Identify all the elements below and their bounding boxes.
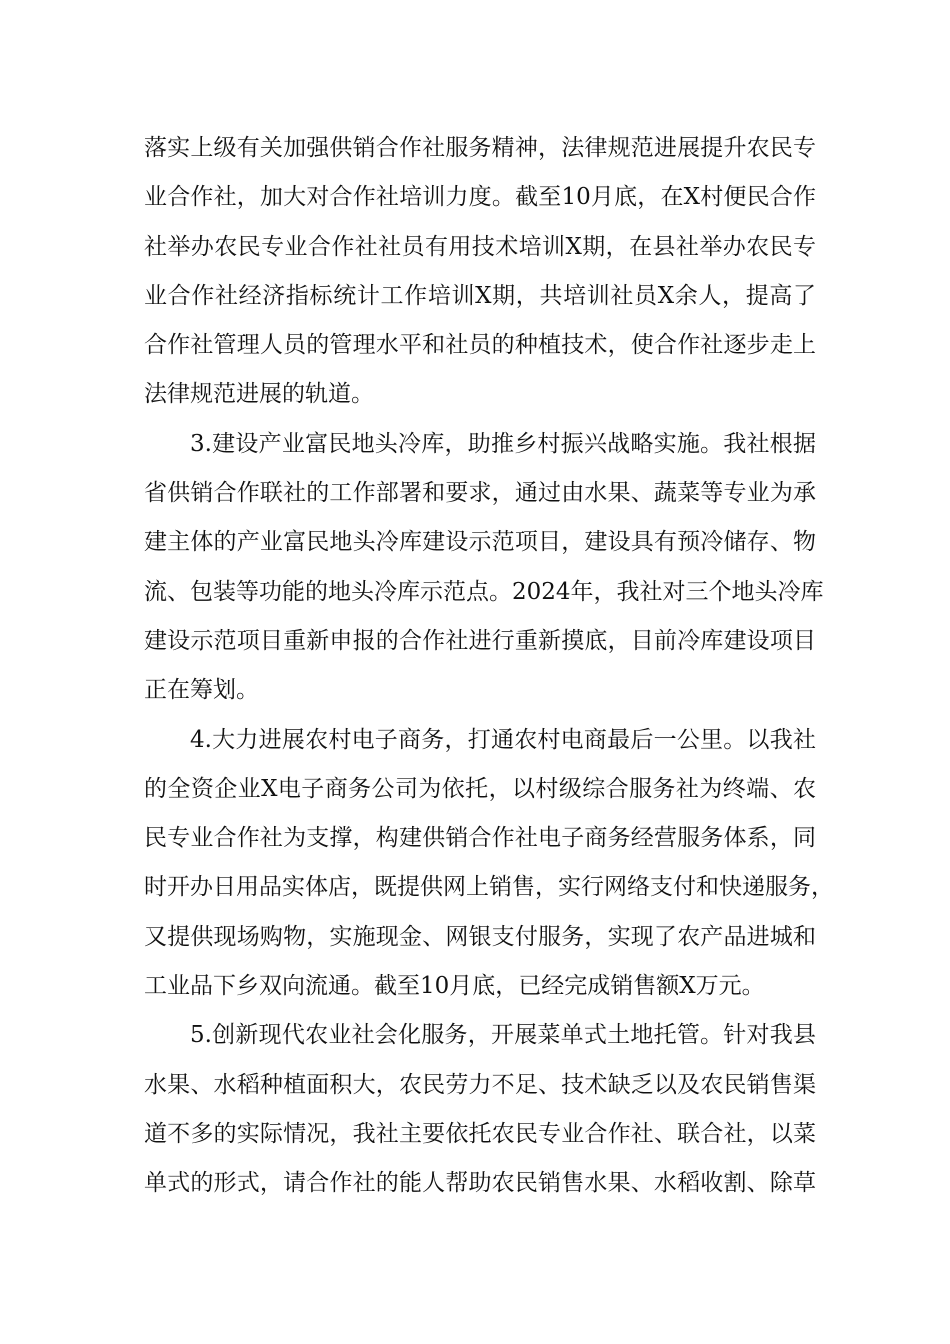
text-line: 正在筹划。 [144,677,259,704]
text-line: 社举办农民专业合作社社员有用技术培训X期，在县社举办农民专 [144,233,816,260]
text-line: 建主体的产业富民地头冷库建设示范项目，建设具有预冷储存、物 [144,529,816,556]
text-line: 单式的形式，请合作社的能人帮助农民销售水果、水稻收割、除草 [144,1170,816,1197]
text-line: 民专业合作社为支撑，构建供销合作社电子商务经营服务体系，同 [144,825,816,852]
text-line: 3.建设产业富民地头冷库，助推乡村振兴战略实施。我社根据 [190,430,816,457]
text-line: 时开办日用品实体店，既提供网上销售，实行网络支付和快递服务， [144,874,834,901]
text-line: 法律规范进展的轨道。 [144,381,374,408]
text-line: 业合作社，加大对合作社培训力度。截至10月底，在X村便民合作 [144,184,816,211]
text-line: 合作社管理人员的管理水平和社员的种植技术，使合作社逐步走上 [144,332,816,359]
text-line: 道不多的实际情况，我社主要依托农民专业合作社、联合社，以菜 [144,1120,816,1147]
text-line: 流、包装等功能的地头冷库示范点。2024年，我社对三个地头冷库 [144,578,824,605]
document-page [144,124,834,1209]
text-line: 省供销合作联社的工作部署和要求，通过由水果、蔬菜等专业为承 [144,480,816,507]
text-line: 又提供现场购物，实施现金、网银支付服务，实现了农产品进城和 [144,923,816,950]
text-line: 水果、水稻种植面积大，农民劳力不足、技术缺乏以及农民销售渠 [144,1071,816,1098]
text-line: 落实上级有关加强供销合作社服务精神，法律规范进展提升农民专 [144,135,816,161]
paragraph-cold-storage [144,420,824,716]
text-line: 5.创新现代农业社会化服务，开展菜单式土地托管。针对我县 [190,1022,816,1049]
text-line: 4.大力进展农村电子商务，打通农村电商最后一公里。以我社 [190,726,816,753]
paragraph-cooperative-training [144,124,816,420]
text-line: 的全资企业X电子商务公司为依托，以村级综合服务社为终端、农 [144,775,816,802]
text-line: 业合作社经济指标统计工作培训X期，共培训社员X余人，提高了 [144,282,816,309]
text-line: 建设示范项目重新申报的合作社进行重新摸底，目前冷库建设项目 [144,627,816,654]
paragraph-e-commerce [144,716,834,1012]
paragraph-land-trusteeship [144,1011,816,1208]
text-line: 工业品下乡双向流通。截至10月底，已经完成销售额X万元。 [144,973,765,1000]
